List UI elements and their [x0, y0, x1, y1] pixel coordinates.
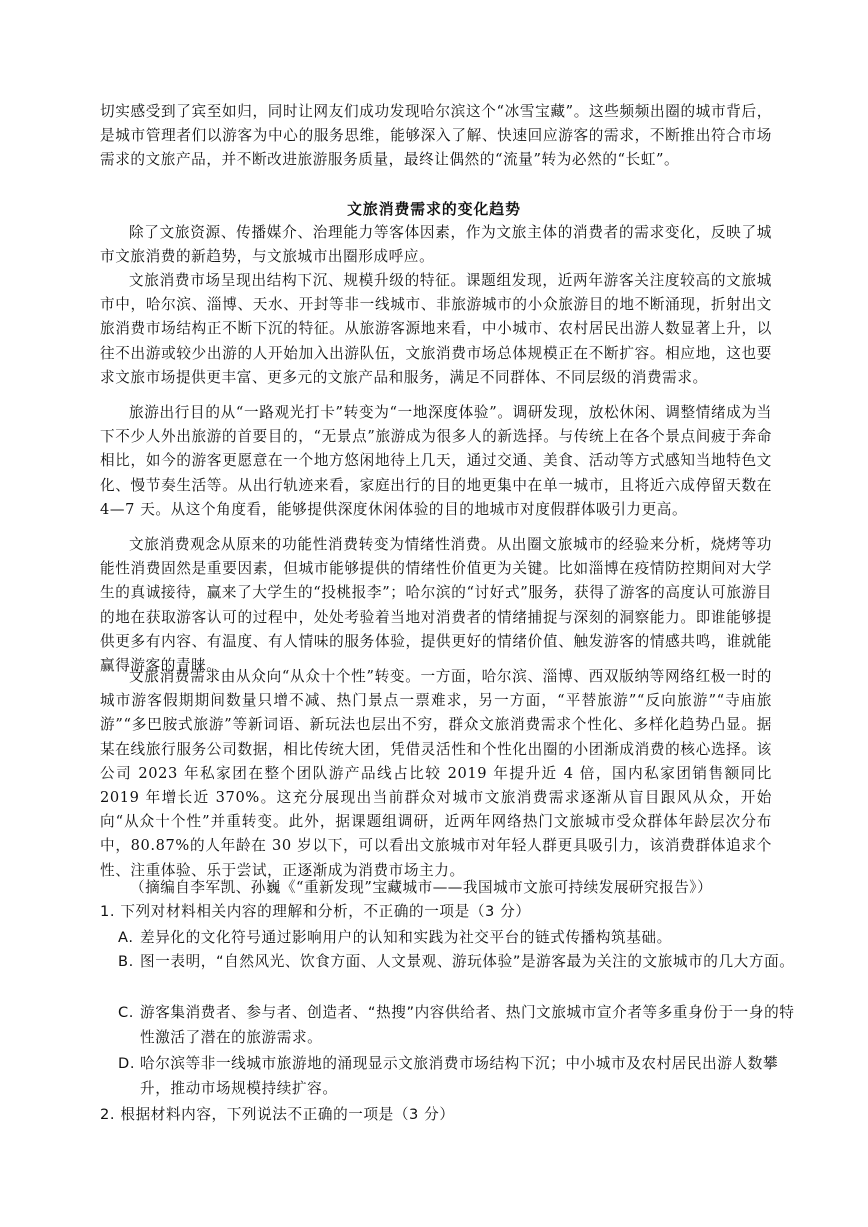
article-paragraph-5: 文旅消费需求由从众向“从众十个性”转变。一方面，哈尔滨、淄博、西双版纳等网络红极一时的城市游客假期期间数量只增不减、热门景点一票难求，另一方面，“平替旅游”“反向旅游”“寺庙旅游”“多巴胺式旅游”等新词语、新玩法也层出不穷，群众文旅消费需求个性化、多样化趋势凸显。据某在线旅行服务公司数据，相比传统大团，凭借灵活性和个性化出圈的小团渐成消费的核心选择。该公司 2023 年私家团在整个团队游产品线占比较 2019 年提升近 4 倍，国内私家团销售额同比 2019 年增长近 370%。这充分展现出当前群众对城市文旅消费需求逐渐从盲目跟风从众，开始向“从众十个性”并重转变。此外，据课题组调研，近两年网络热门文旅城市受众群体年龄层次分布中，80.87%的人年龄在 30 岁以下，可以看出文旅城市对年轻人群更具吸引力，该消费群体追求个性、注重体验、乐于尝试，正逐渐成为消费市场主力。 — [100, 668, 772, 879]
question-1-option-c — [118, 1000, 795, 1050]
option-text: 哈尔滨等非一线城市旅游地的涌现显示文旅消费市场结构下沉；中小城市及农村居民出游人数攀升，推动市场规模持续扩容。 — [140, 1055, 779, 1097]
option-text: 差异化的文化符号通过影响用户的认知和实践为社交平台的链式传播构筑基础。 — [140, 929, 672, 946]
question-1-option-b — [118, 949, 795, 974]
question-2-stem: 2. 根据材料内容，下列说法不正确的一项是（3 分） — [100, 1106, 455, 1123]
option-label: B. — [118, 953, 134, 970]
article-paragraph-1: 除了文旅资源、传播媒介、治理能力等客体因素，作为文旅主体的消费者的需求变化，反映了城市文旅消费的新趋势，与文旅城市出圈形成呼应。 — [100, 224, 772, 266]
article-paragraph-4: 文旅消费观念从原来的功能性消费转变为情绪性消费。从出圈文旅城市的经验来分析，烧烤等功能性消费固然是重要因素，但城市能够提供的情绪性价值更为关键。比如淄博在疫情防控期间对大学生的真诚接待，赢来了大学生的“投桃报李”；哈尔滨的“讨好式”服务，获得了游客的高度认可旅游目的地在获取游客认可的过程中，处处考验着当地对消费者的情绪捕捉与深刻的洞察能力。即谁能够提供更多有内容、有温度、有人情味的服务体验，提供更好的情绪价值、触发游客的情感共鸣，谁就能赢得游客的青睐。 — [100, 536, 772, 675]
article-paragraph-intro: 切实感受到了宾至如归，同时让网友们成功发现哈尔滨这个“冰雪宝藏”。这些频频出圈的城市背后，是城市管理者们以游客为中心的服务思维，能够深入了解、快速回应游客的需求，不断推出符合市场需求的文旅产品，并不断改进旅游服务质量，最终让偶然的“流量”转为必然的“长虹”。 — [100, 103, 772, 169]
article-paragraph-3: 旅游出行目的从“一路观光打卡”转变为“一地深度体验”。调研发现，放松休闲、调整情绪成为当下不少人外出旅游的首要目的，“无景点”旅游成为很多人的新选择。与传统上在各个景点间疲于奔命相比，如今的游客更愿意在一个地方悠闲地待上几天，通过交通、美食、活动等方式感知当地特色文化、慢节奏生活等。从出行轨迹来看，家庭出行的目的地更集中在单一城市，且将近六成停留天数在 4—7 天。从这个角度看，能够提供深度休闲体验的目的地城市对度假群体吸引力更高。 — [100, 404, 772, 518]
option-text: 图一表明，“自然风光、饮食方面、人文景观、游玩体验”是游客最为关注的文旅城市的几大方面。 — [140, 953, 795, 970]
option-text: 游客集消费者、参与者、创造者、“热搜”内容供给者、热门文旅城市宣介者等多重身份于一身的特性激活了潜在的旅游需求。 — [140, 1004, 795, 1046]
question-1-stem: 1. 下列对材料相关内容的理解和分析，不正确的一项是（3 分） — [100, 903, 531, 920]
option-label: D. — [118, 1055, 136, 1072]
article-source: （摘编自李军凯、孙巍《“重新发现”宝藏城市——我国城市文旅可持续发展研究报告》） — [130, 879, 713, 896]
option-label: C. — [118, 1004, 135, 1021]
question-1-option-d — [118, 1051, 795, 1101]
question-1-option-a — [118, 925, 795, 950]
option-label: A. — [118, 929, 134, 946]
section-heading: 文旅消费需求的变化趋势 — [347, 201, 521, 218]
article-paragraph-2: 文旅消费市场呈现出结构下沉、规模升级的特征。课题组发现，近两年游客关注度较高的文旅城市中，哈尔滨、淄博、天水、开封等非一线城市、非旅游城市的小众旅游目的地不断涌现，折射出文旅消费市场结构正不断下沉的特征。从旅游客源地来看，中小城市、农村居民出游人数显著上升，以往不出游或较少出游的人开始加入出游队伍，文旅消费市场总体规模正在不断扩容。相应地，这也要求文旅市场提供更丰富、更多元的文旅产品和服务，满足不同群体、不同层级的消费需求。 — [100, 272, 772, 386]
